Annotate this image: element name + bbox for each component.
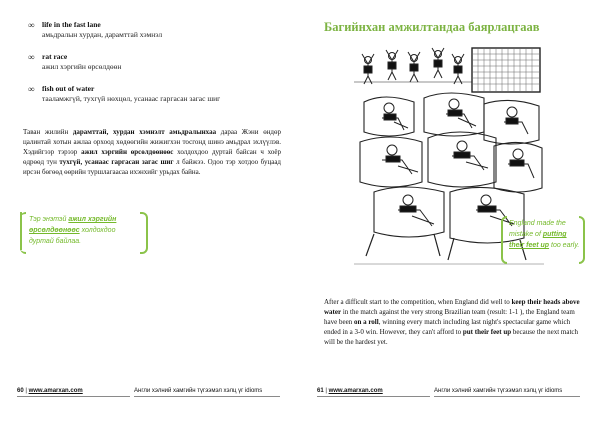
example-callout: England made the mistake of putting their feet up too early. (503, 216, 581, 264)
callout-bracket-right (579, 216, 585, 264)
idiom-english: rat race (42, 52, 68, 61)
website-link[interactable]: www.amarxan.com (28, 388, 83, 394)
idiom-item (28, 84, 278, 104)
infinity-bullet-icon: ∞ (28, 20, 35, 30)
page-footer-subtitle: Англи хэлний хамгийн түгээмэл хэлц үг idioms (134, 388, 263, 394)
idiom-list (28, 20, 278, 116)
callout-bracket-left (501, 216, 507, 264)
idiom-mongolian: тааламжгүй, тухгүй нөхцөл, усанаас гаргасан загас шиг (42, 94, 221, 103)
website-link[interactable]: www.amarxan.com (328, 388, 383, 394)
footer-rule (134, 396, 280, 397)
page-footer-subtitle: Англи хэлний хамгийн түгээмэл хэлц үг idioms (434, 388, 563, 394)
idiom-item (28, 52, 278, 72)
page-footer-left: 60 | www.amarxan.com (17, 388, 83, 394)
page-footer-left: 61 | www.amarxan.com (317, 388, 383, 394)
highlight-idiom: дарамттай, хурдан хэмнэлт амьдралынхаа (72, 128, 217, 136)
goal-net-icon (472, 48, 540, 92)
highlight-idiom: тухгүй, усанаас гаргасан загас шиг (59, 158, 174, 166)
highlight-idiom: on a roll (353, 318, 379, 326)
story-paragraph: Таван жилийн дарамттай, хурдан хэмнэлт амьдралынхаа дараа Жэни өндөр цалинтай хотын ажлаа орхоод хөдөөгийн жижигхэн тосгонд шинэ амьдрал эхлүүлэв. Хэдийгээр тэрээр ажил хэргийн өрсөлдөөнөөс холдохдоо дуртай байсан ч хоёр өдрөөд тун тухгүй, усанаас гаргасан загас шиг л байжээ. Одоо тэр хотдоо буцаад ирсэн бөгөөд өөрийн туршлагаасаа ихэнхийг урьдах байна. (23, 128, 281, 176)
idiom-english: life in the fast lane (42, 20, 101, 29)
idiom-mongolian: амьдралын хурдан, дарамттай хэмнэл (42, 30, 163, 39)
footer-rule (434, 396, 580, 397)
story-paragraph: After a difficult start to the competition, when England did well to keep their heads above water in the match against the very strong Brazilian team (result: 1-1 ), the England team have been on a roll, winning every match including last night's spectacular game which ended in a 3-0 win. However, they can't afford to put their feet up because the next match will be the hardest yet. (324, 298, 580, 346)
footer-rule (17, 396, 130, 397)
page-title: Багийнхан амжилтандаа баярлацгаав (324, 20, 540, 34)
highlight-idiom: keep their heads above water (324, 298, 580, 316)
cheering-players (362, 48, 464, 84)
idiom-item (28, 20, 278, 40)
page-number: 60 (17, 388, 24, 394)
lounging-players (382, 99, 534, 226)
footer-rule (317, 396, 430, 397)
idiom-mongolian: ажил хэргийн өрсөлдөөн (42, 62, 122, 71)
highlight-idiom: put their feet up (462, 328, 512, 336)
page-number: 61 (317, 388, 324, 394)
infinity-bullet-icon: ∞ (28, 52, 35, 62)
infinity-bullet-icon: ∞ (28, 84, 35, 94)
example-callout: Тэр энэтэй ажил хэргийн өрсөлдөөнөөс холдохдоо дуртай байлаа. (20, 212, 142, 250)
highlight-idiom: ажил хэргийн өрсөлдөөнөөс (81, 148, 174, 156)
idiom-english: fish out of water (42, 84, 95, 93)
